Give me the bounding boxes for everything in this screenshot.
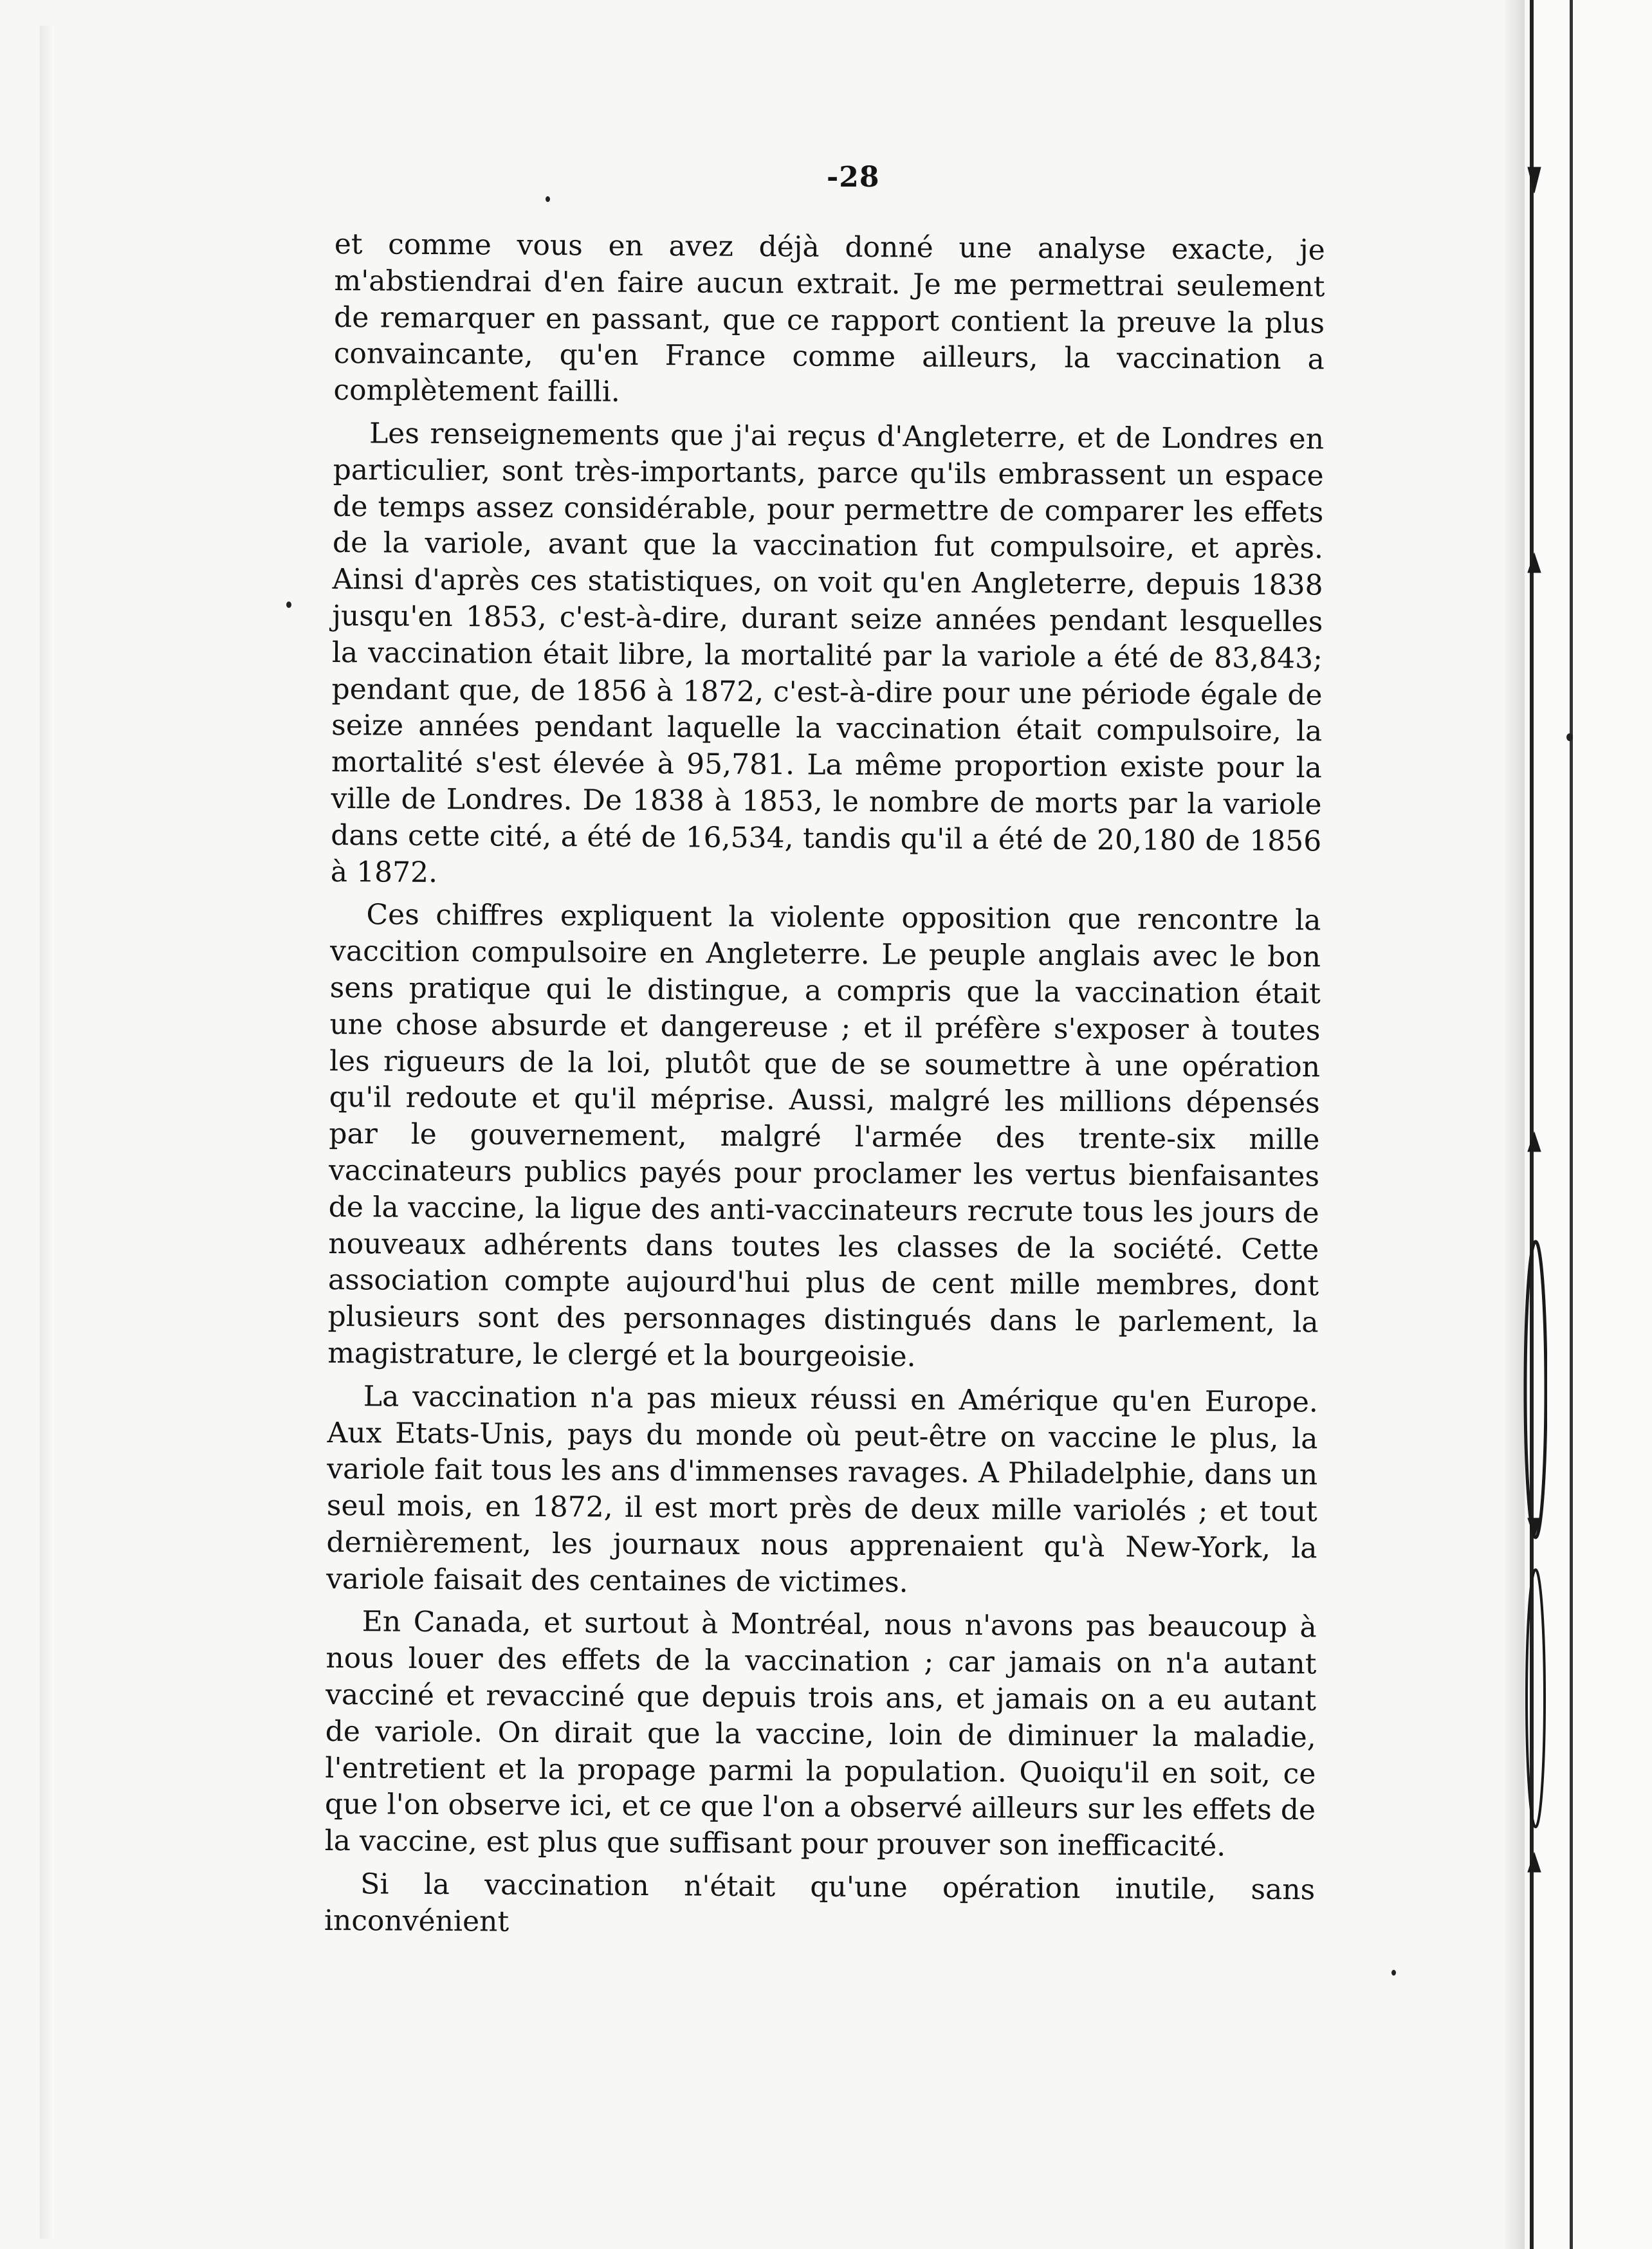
scan-speck (1391, 1970, 1396, 1976)
thread-loop (1525, 1242, 1546, 1538)
paragraph-amerique: La vaccination n'a pas mieux réussi en Amérique qu'en Europe. Aux Etats-Unis, pays du monde où peut-être on vaccine le plus, la variole fait tous les ans d'immenses ravages. A Philadelphie, dans un seul mois, en 1872, il est mort près de deux mille variolés ; et tout dernièrement, les journaux nous apprenaient qu'à New-York, la variole faisait des centaines de victimes. (326, 1380, 1319, 1599)
stitch-mark (1528, 167, 1541, 193)
page-left-edge (40, 26, 54, 2239)
thread-loop (1527, 1570, 1545, 1827)
scan-speck (286, 601, 291, 608)
stitch-mark (1528, 553, 1541, 573)
scan-speck (1566, 733, 1573, 741)
paragraph-renseignements: Les renseignements que j'ai reçus d'Angleterre, et de Londres en particulier, sont très-importants, parce qu'ils embrassent un espace de temps assez considérable, pour permettre de comparer les effets de la variole, avant que la vaccination fut compulsoire, et après. Ainsi d'après ces statistiques, on voit qu'en Angleterre, depuis 1838 jusqu'en 1853, c'est-à-dire, durant seize années pendant lesquelles la vaccination était libre, la mortalité par la variole a été de 83,843; pendant que, de 1856 à 1872, c'est-à-dire pour une période égale de seize années pendant laquelle la vaccination était compulsoire, la mortalité s'est élevée à 95,781. La même proportion existe pour la ville de Londres. De 1838 à 1853, le nombre de morts par la variole dans cette cité, a été de 16,534, tandis qu'il a été de 20,180 de 1856 à 1872. (330, 417, 1325, 889)
stitch-mark (1528, 1853, 1541, 1872)
body-text (324, 226, 1325, 1952)
binding-margin (1534, 0, 1652, 2249)
page-number: -28 (827, 161, 880, 194)
paragraph-chiffres: Ces chiffres expliquent la violente opposition que rencontre la vaccition compulsoire en Angleterre. Le peuple anglais avec le bon sens pratique qui le distingue, a compris que la vaccination était une chose absurde et dangereuse ; et il préfère s'exposer à toutes les rigueurs de la loi, plutôt que de se soumettre à une opération qu'il redoute et qu'il méprise. Aussi, malgré les millions dépensés par le gouvernement, malgré l'armée des trente-six mille vaccinateurs publics payés pour proclamer les vertus bienfaisantes de la vaccine, la ligue des anti-vaccinateurs recrute tous les jours de nouveaux adhérents dans toutes les classes de la société. Cette association compte aujourd'hui plus de cent mille membres, dont plusieurs sont des personnages distingués dans le parlement, la magistrature, le clergé et la bourgeoisie. (327, 898, 1321, 1373)
binding-outer-line (1570, 0, 1573, 2249)
scan-speck (546, 196, 550, 202)
paragraph-continuation: et comme vous en avez déjà donné une analyse exacte, je m'abstiendrai d'en faire aucun extrait. Je me permettrai seulement de remarquer en passant, que ce rapport contient la preuve la plus convaincante, qu'en France comme ailleurs, la vaccination a complètement failli. (333, 227, 1325, 408)
stitch-mark (1528, 1132, 1541, 1152)
binding-thread-decoration (1521, 0, 1547, 2249)
paragraph-inutile: Si la vaccination n'était qu'une opération inutile, sans inconvénient (324, 1868, 1316, 1938)
paragraph-canada: En Canada, et surtout à Montréal, nous n'avons pas beaucoup à nous louer des effets de la vaccination ; car jamais on n'a autant vacciné et revacciné que depuis trois ans, et jamais on a eu autant de variole. On dirait que la vaccine, loin de diminuer la maladie, l'entretient et la propage parmi la population. Quoiqu'il en soit, ce que l'on observe ici, et ce que l'on a observé ailleurs sur les effets de la vaccine, est plus que suffisant pour prouver son inefficacité. (324, 1605, 1317, 1863)
